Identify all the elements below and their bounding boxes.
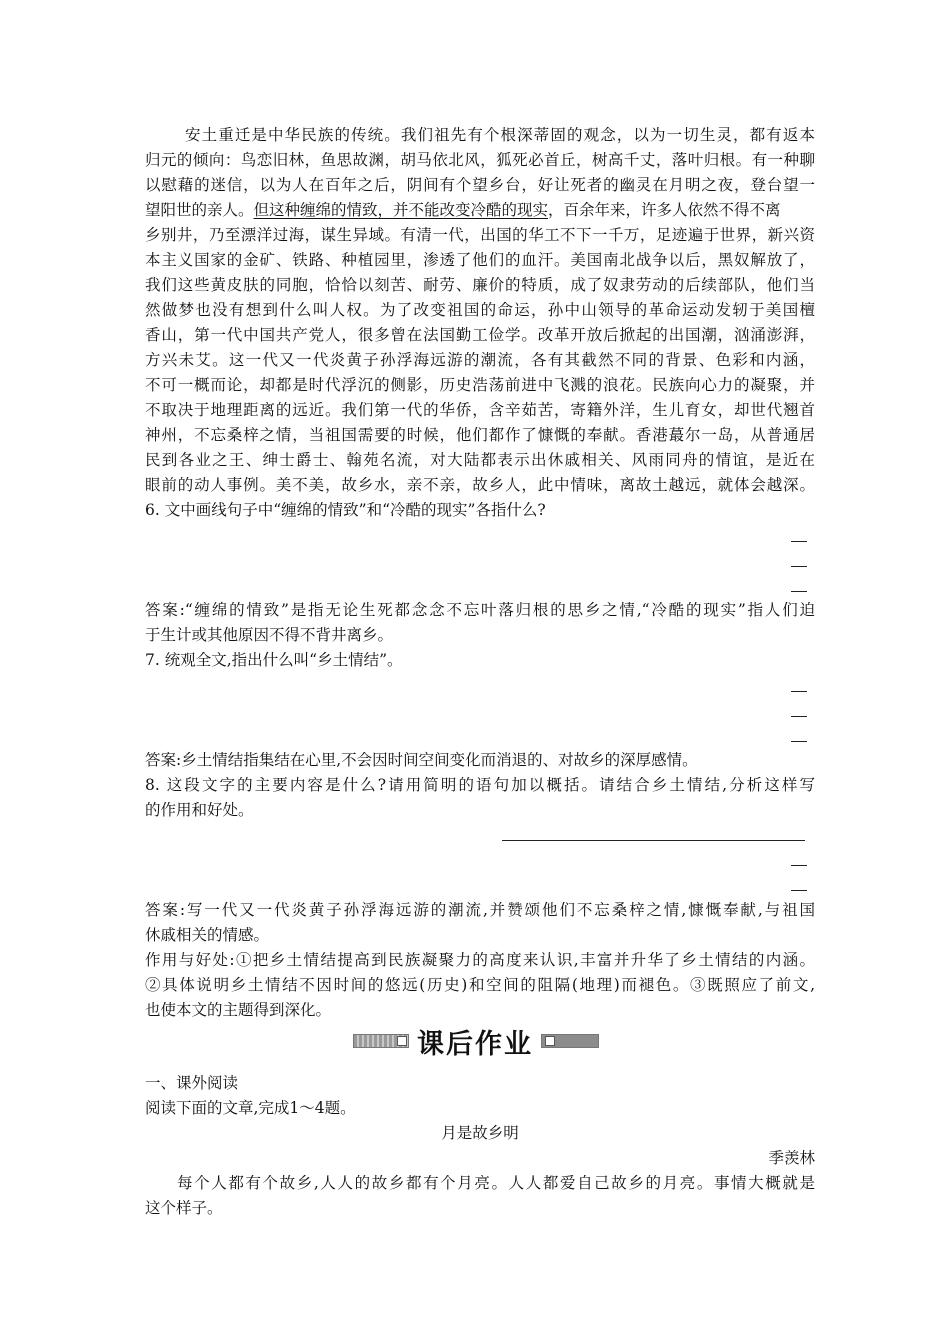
answer-8-line: 也使本文的主题得到深化。: [145, 1001, 332, 1019]
play-icon: [397, 1036, 407, 1046]
passage-line: 本主义国家的金矿、铁路、种植园里，渗透了他们的血汗。美国南北战争以后，黑奴解放了，: [145, 251, 815, 269]
article-author: 季羡林: [768, 1149, 815, 1167]
passage-line: 我们这些黄皮肤的同胞，恰恰以刻苦、耐劳、廉价的特质，成了奴隶劳动的后续部队，他们当: [145, 276, 815, 294]
passage-text: ，百余年来，许多人依然不得不离: [548, 201, 781, 219]
passage-line: 方兴未艾。这一代又一代炎黄子孙浮海远游的潮流，各有其截然不同的背景、色彩和内涵，: [145, 351, 815, 369]
answer-8-line: 答案:写一代又一代炎黄子孙浮海远游的潮流,并赞颂他们不忘桑梓之情,慷慨奉献,与祖国: [145, 901, 815, 919]
question-7: 7. 统观全文,指出什么叫“乡土情结”。: [145, 651, 403, 669]
reading-instruction: 阅读下面的文章,完成1～4题。: [145, 1099, 356, 1117]
answer-blank-line: [502, 840, 805, 841]
answer-blank-line: [791, 890, 807, 891]
passage-line: 不可一概而论，却都是时代浮沉的侧影，历史浩荡前进中飞溅的浪花。民族向心力的凝聚，并: [145, 376, 815, 394]
section-heading: 一、课外阅读: [145, 1074, 239, 1092]
question-6: 6. 文中画线句子中“缠绵的情致”和“冷酷的现实”各指什么?: [145, 501, 546, 519]
passage-line: 眼前的动人事例。美不美，故乡水，亲不亲，故乡人，此中情味，离故土越远，就体会越深。: [145, 476, 815, 494]
answer-blank-line: [791, 691, 807, 692]
article-para-line: 这个样子。: [145, 1199, 223, 1217]
answer-8-line: 作用与好处:①把乡土情结提高到民族凝聚力的高度来认识,丰富并升华了乡土情结的内涵。: [145, 951, 815, 969]
answer-blank-line: [791, 865, 807, 866]
passage-line: 民到各业之王、绅士爵士、翰苑名流，对大陆都表示出休戚相关、风雨同舟的情谊，是近在: [145, 451, 815, 469]
section-banner: [350, 1021, 602, 1061]
banner-title: 课后作业: [417, 1028, 533, 1060]
rewind-icon: [545, 1036, 555, 1046]
answer-blank-line: [791, 741, 807, 742]
passage-line: 香山，第一代中国共产党人，很多曾在法国勤工俭学。改革开放后掀起的出国潮，汹涌澎湃，: [145, 326, 815, 344]
passage-line: 乡别井，乃至漂洋过海，谋生异域。有清一代，出国的华工不下一千万，足迹遍于世界，新兴资: [145, 226, 815, 244]
answer-blank-line: [791, 716, 807, 717]
answer-8-line: ②具体说明乡土情结不因时间的悠远(历史)和空间的阻隔(地理)而褪色。③既照应了前文,: [145, 976, 815, 994]
passage-text: 望阳世的亲人。: [145, 201, 254, 219]
article-title: 月是故乡明: [441, 1124, 519, 1142]
underlined-sentence: 但这种缠绵的情致，并不能改变冷酷的现实: [253, 201, 549, 219]
question-8-line: 的作用和好处。: [145, 801, 254, 819]
answer-6-line: 于生计或其他原因不得不背井离乡。: [145, 626, 394, 644]
passage-line-mixed: [145, 198, 815, 222]
passage-line: 然做梦也没有想到什么叫人权。为了改变祖国的命运，孙中山领导的革命运动发轫于美国檀: [145, 301, 815, 319]
question-8-line: 8. 这段文字的主要内容是什么?请用简明的语句加以概括。请结合乡土情结,分析这样写: [145, 776, 815, 794]
passage-line: 以慰藉的迷信，以为人在百年之后，阴间有个望乡台，好让死者的幽灵在月明之夜，登台望一: [145, 176, 815, 194]
answer-7: 答案:乡土情结指集结在心里,不会因时间空间变化而消退的、对故乡的深厚感情。: [145, 751, 698, 769]
answer-6-line: 答案:“缠绵的情致”是指无论生死都念念不忘叶落归根的思乡之情,“冷酷的现实”指人们迫: [145, 601, 815, 619]
answer-blank-line: [791, 566, 807, 567]
answer-blank-line: [791, 541, 807, 542]
passage-line: 神州，不忘桑梓之情，当祖国需要的时候，他们都作了慷慨的奉献。香港蕞尔一岛，从普通居: [145, 426, 815, 444]
passage-line: 不取决于地理距离的远近。我们第一代的华侨，含辛茹苦，寄籍外洋，生儿育女，却世代翘首: [145, 401, 815, 419]
passage-line: 归元的倾向：鸟恋旧林，鱼思故渊，胡马依北风，狐死必首丘，树高千丈，落叶归根。有一种聊: [145, 151, 815, 169]
answer-8-line: 休戚相关的情感。: [145, 926, 270, 944]
article-para-line: 每个人都有个故乡,人人的故乡都有个月亮。人人都爱自己故乡的月亮。事情大概就是: [177, 1174, 815, 1192]
banner-bar-right: [541, 1034, 599, 1048]
answer-blank-line: [791, 591, 807, 592]
banner-bar-left: [353, 1034, 409, 1048]
passage-line: 安土重迁是中华民族的传统。我们祖先有个根深蒂固的观念，以为一切生灵，都有返本: [185, 126, 815, 144]
